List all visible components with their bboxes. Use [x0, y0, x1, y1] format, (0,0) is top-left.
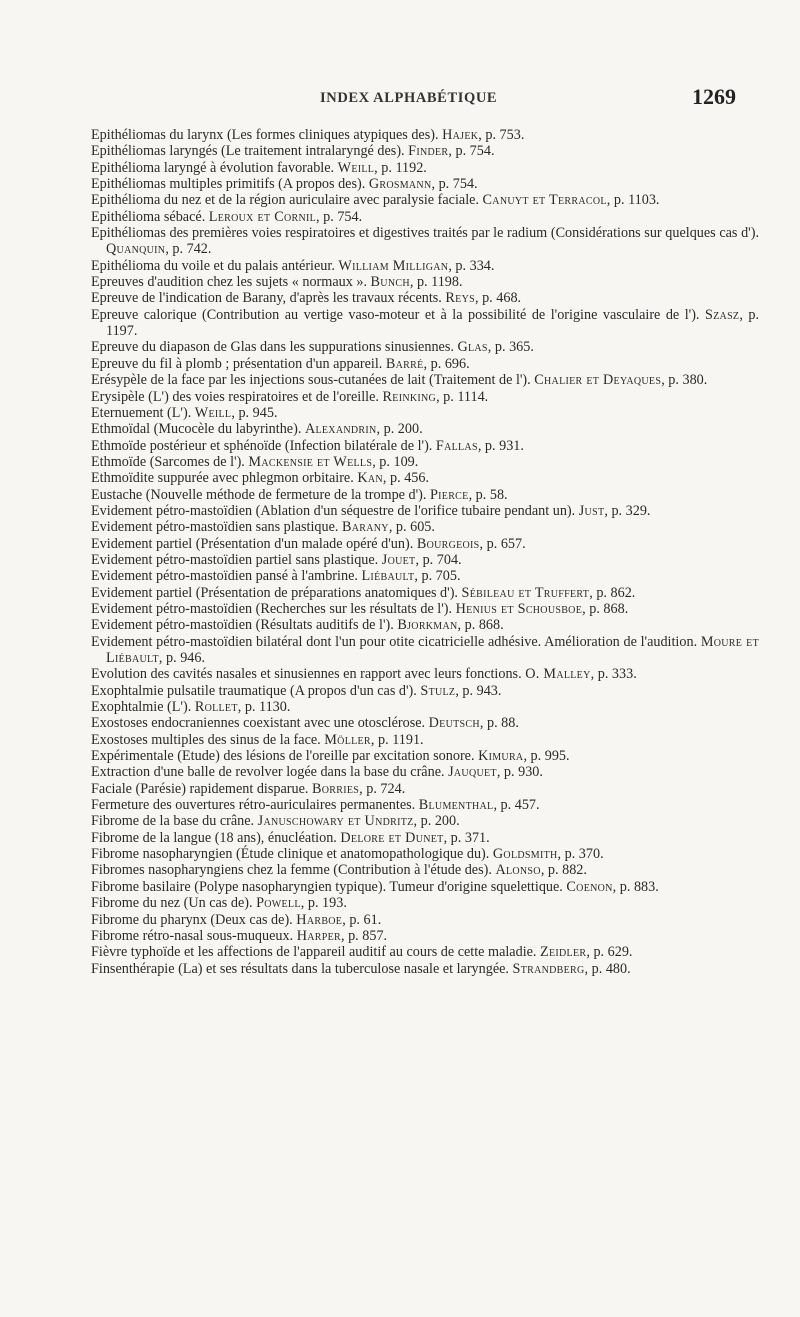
index-entry — [91, 160, 759, 176]
entry-subject: Fibrome basilaire (Polype nasopharyngien typique). Tumeur d'origine squelettique. — [91, 878, 563, 895]
entry-subject: Exophtalmie pulsatile traumatique (A propos d'un cas d'). — [91, 682, 417, 699]
entry-subject: Evidement pétro-mastoïdien (Résultats auditifs de l'). — [91, 617, 394, 634]
entry-author: Deutsch — [428, 715, 480, 732]
index-entry — [91, 830, 759, 846]
index-entry — [91, 944, 759, 960]
entry-subject: Ethmoïde (Sarcomes de l'). — [91, 453, 245, 470]
entry-subject: Epreuve du diapason de Glas dans les suppurations sinusiennes. — [91, 339, 454, 356]
entry-author: Henius et Schousboe — [455, 600, 583, 617]
entry-subject: Fibrome rétro-nasal sous-muqueux. — [91, 927, 294, 944]
page-number: 1269 — [692, 84, 736, 109]
entry-page-ref: , p. 868. — [582, 600, 629, 617]
entry-author: Barany — [341, 519, 389, 536]
entry-page-ref: , p. 457. — [493, 797, 540, 814]
entry-page-ref: , p. 1103. — [606, 192, 660, 209]
entry-subject: Epithéliomas multiples primitifs (A propos des). — [91, 176, 366, 193]
entry-subject: Extraction d'une balle de revolver logée dans la base du crâne. — [91, 764, 445, 781]
entry-page-ref: , p. 334. — [448, 257, 495, 274]
entry-subject: Epreuve de l'indication de Barany, d'après les travaux récents. — [91, 290, 442, 307]
entry-author: Pierce — [429, 486, 469, 503]
index-entry — [91, 339, 759, 355]
index-entry — [91, 846, 759, 862]
entry-page-ref: , p. 868. — [457, 617, 504, 634]
entry-author: Bourgeois — [416, 535, 480, 552]
index-entry — [91, 307, 759, 340]
entry-page-ref: , p. 1198. — [409, 274, 463, 291]
entry-subject: Fièvre typhoïde et les affections de l'appareil auditif au cours de cette maladie. — [91, 944, 537, 961]
entry-author: Barré — [385, 355, 424, 372]
entry-page-ref: , p. 468. — [474, 290, 522, 307]
entry-subject: Expérimentale (Etude) des lésions de l'oreille par excitation sonore. — [91, 748, 475, 765]
entry-page-ref: , p. 696. — [423, 355, 470, 372]
entry-page-ref: , p. 931. — [477, 437, 524, 454]
entry-author: Just — [578, 502, 605, 519]
entry-subject: Erysipèle (L') des voies respiratoires et de l'oreille. — [91, 388, 379, 405]
entry-page-ref: , p. 380. — [661, 372, 708, 389]
entry-author: Stulz — [420, 682, 456, 699]
entry-subject: Fibrome de la base du crâne. — [91, 813, 255, 830]
index-entry — [91, 895, 759, 911]
index-entry — [91, 176, 759, 192]
entry-author: Moure et Liébault — [106, 633, 760, 666]
index-entry — [91, 764, 759, 780]
index-entry — [91, 715, 759, 731]
entry-author: Weill — [194, 404, 232, 421]
entry-subject: Evidement pétro-mastoïdien sans plastique. — [91, 519, 339, 536]
index-entry — [91, 732, 759, 748]
entry-subject: Eustache (Nouvelle méthode de fermeture de la trompe d'). — [91, 486, 427, 503]
entry-author: Quanquin — [106, 241, 166, 258]
index-entry — [91, 356, 759, 372]
entry-subject: Evolution des cavités nasales et sinusiennes en rapport avec leurs fonctions. — [91, 666, 522, 683]
entry-subject: Erésypèle de la face par les injections sous-cutanées de lait (Traitement de l'). — [91, 372, 531, 389]
entry-page-ref: , p. 456. — [382, 470, 430, 487]
entry-author: Alonso — [495, 862, 541, 879]
entry-page-ref: , p. 605. — [388, 519, 435, 536]
entry-author: Grosmann — [368, 176, 432, 193]
entry-author: William Milligan — [338, 257, 449, 274]
index-entry — [91, 192, 759, 208]
entry-page-ref: , p. 371. — [443, 829, 490, 846]
entry-page-ref: , p. 724. — [359, 780, 406, 797]
entry-subject: Evidement pétro-mastoïdien partiel sans plastique. — [91, 551, 379, 568]
entry-author: Powell — [256, 895, 301, 912]
index-entry — [91, 290, 759, 306]
entry-author: Harper — [296, 927, 341, 944]
index-entry — [91, 470, 759, 486]
entry-page-ref: , p. 1114. — [436, 388, 489, 405]
entry-author: O. Malley — [525, 666, 591, 683]
entry-page-ref: , p. 109. — [372, 453, 419, 470]
entry-author: Goldsmith — [492, 846, 558, 863]
index-entry — [91, 421, 759, 437]
entry-subject: Exostoses multiples des sinus de la face. — [91, 731, 321, 748]
index-entry — [91, 666, 759, 682]
entry-author: Chalier et Deyaques — [534, 372, 662, 389]
entry-subject: Epithélioma du voile et du palais antérieur. — [91, 257, 335, 274]
entry-author: Alexandrin — [304, 421, 377, 438]
entry-page-ref: , p. 88. — [479, 715, 519, 732]
entry-page-ref: , p. 1197. — [106, 306, 760, 340]
entry-page-ref: , p. 629. — [586, 944, 633, 961]
entry-page-ref: , p. 753. — [478, 127, 525, 143]
entry-author: Fallas — [435, 437, 478, 454]
index-entry — [91, 797, 759, 813]
index-entry — [91, 601, 759, 617]
entry-page-ref: , p. 930. — [496, 764, 543, 781]
index-entry — [91, 961, 759, 977]
entry-author: Glas — [457, 339, 488, 356]
running-title: INDEX ALPHABÉTIQUE — [320, 90, 498, 106]
entry-author: Coenon — [566, 878, 613, 895]
entry-page-ref: , p. 857. — [340, 927, 388, 944]
entry-author: Reinking — [382, 388, 437, 405]
entry-author: Hajek — [442, 127, 479, 143]
entry-page-ref: , p. 365. — [487, 339, 534, 356]
index-entry — [91, 552, 759, 568]
entry-author: Jouet — [381, 551, 416, 568]
index-entry — [91, 503, 759, 519]
entry-author: Leroux et Cornil — [208, 208, 317, 225]
index-entry — [91, 454, 759, 470]
entry-page-ref: , p. 1130. — [237, 699, 291, 716]
entry-page-ref: , p. 704. — [415, 551, 462, 568]
entry-subject: Evidement partiel (Présentation d'un malade opéré d'un). — [91, 535, 414, 552]
index-entry — [91, 683, 759, 699]
index-entry — [91, 634, 759, 667]
entry-page-ref: , p. 946. — [158, 650, 206, 666]
entry-author: Kan — [357, 470, 383, 487]
entry-subject: Ethmoïdal (Mucocèle du labyrinthe). — [91, 421, 302, 438]
entry-page-ref: , p. 370. — [557, 846, 604, 863]
entry-author: Bjorkman — [397, 617, 458, 634]
entry-author: Bunch — [370, 274, 410, 291]
entry-author: Reys — [445, 290, 475, 307]
entry-subject: Fermeture des ouvertures rétro-auriculaires permanentes. — [91, 797, 416, 814]
entry-subject: Epreuve calorique (Contribution au vertige vaso-moteur et à la possibilité de l'origine vasculaire de l'). — [91, 306, 700, 323]
index-entry — [91, 127, 759, 143]
entry-page-ref: , p. 943. — [455, 682, 502, 699]
entry-author: Mackensie et Wells — [248, 453, 373, 470]
index-entry — [91, 438, 759, 454]
entry-author: Weill — [337, 159, 375, 176]
entry-page-ref: , p. 995. — [523, 748, 570, 765]
entry-subject: Epreuves d'audition chez les sujets « normaux ». — [91, 274, 367, 291]
entry-page-ref: , p. 754. — [431, 176, 478, 193]
index-entry — [91, 748, 759, 764]
entry-page-ref: , p. 480. — [584, 960, 631, 977]
index-entry — [91, 389, 759, 405]
entry-author: Delore et Dunet — [340, 829, 444, 846]
index-entry — [91, 143, 759, 159]
index-entry — [91, 225, 759, 258]
index-entry — [91, 912, 759, 928]
index-entry — [91, 568, 759, 584]
index-entry — [91, 405, 759, 421]
entry-page-ref: , p. 705. — [414, 568, 461, 585]
entry-page-ref: , p. 882. — [540, 862, 587, 879]
index-entry — [91, 928, 759, 944]
entry-page-ref: , p. 58. — [468, 486, 508, 503]
index-entry — [91, 519, 759, 535]
entry-page-ref: , p. 754. — [316, 208, 363, 225]
entry-subject: Evidement pétro-mastoïdien (Ablation d'un séquestre de l'orifice tubaire pendant un). — [91, 502, 576, 519]
entry-subject: Epreuve du fil à plomb ; présentation d'un appareil. — [91, 355, 383, 372]
entry-subject: Epithéliomas des premières voies respiratoires et digestives traités par le radium (Considérations sur quelques cas d'). — [91, 225, 759, 242]
index-entry — [91, 536, 759, 552]
entry-page-ref: , p. 945. — [231, 404, 278, 421]
entry-author: Szasz — [704, 306, 740, 323]
entry-subject: Ethmoïdite suppurée avec phlegmon orbitaire. — [91, 470, 354, 487]
index-entry — [91, 585, 759, 601]
entry-page-ref: , p. 200. — [376, 421, 423, 438]
entry-page-ref: , p. 200. — [413, 813, 460, 830]
entry-subject: Fibrome nasopharyngien (Étude clinique et anatomopathologique du). — [91, 846, 490, 863]
index-entry — [91, 813, 759, 829]
entry-subject: Epithélioma du nez et de la région auriculaire avec paralysie faciale. — [91, 192, 479, 209]
entry-subject: Evidement pétro-mastoïdien bilatéral dont l'un pour otite cicatricielle adhésive. Amélioration de l'audition. — [91, 633, 698, 650]
entry-subject: Epithéliomas laryngés (Le traitement intralaryngé des). — [91, 143, 405, 160]
entry-author: Sébileau et Truffert — [461, 584, 590, 601]
entry-page-ref: , p. 1191. — [370, 731, 424, 748]
entry-subject: Fibrome de la langue (18 ans), énucléation. — [91, 829, 337, 846]
index-entry — [91, 879, 759, 895]
entry-page-ref: , p. 1192. — [374, 159, 427, 176]
entry-subject: Ethmoïde postérieur et sphénoïde (Infection bilatérale de l'). — [91, 437, 433, 454]
entry-subject: Evidement pétro-mastoïdien (Recherches sur les résultats de l'). — [91, 600, 453, 617]
page-header — [0, 86, 800, 110]
entry-subject: Epithélioma sébacé. — [91, 208, 206, 225]
entry-subject: Fibrome du pharynx (Deux cas de). — [91, 911, 293, 928]
index-entry — [91, 862, 759, 878]
entry-author: Harboe — [296, 911, 343, 928]
entry-subject: Epithélioma laryngé à évolution favorable. — [91, 159, 335, 176]
entry-page-ref: , p. 333. — [590, 666, 637, 683]
entry-author: Liébault — [361, 568, 415, 585]
entry-page-ref: , p. 742. — [165, 241, 212, 258]
entry-page-ref: , p. 883. — [612, 878, 659, 895]
entry-author: Möller — [324, 731, 371, 748]
entry-author: Jauquet — [448, 764, 497, 781]
entry-subject: Finsenthérapie (La) et ses résultats dans la tuberculose nasale et laryngée. — [91, 960, 509, 977]
entry-page-ref: , p. 61. — [342, 911, 382, 928]
index-entry — [91, 699, 759, 715]
entry-page-ref: , p. 657. — [479, 535, 526, 552]
index-entry — [91, 781, 759, 797]
index-entry-list — [91, 127, 759, 977]
entry-subject: Evidement partiel (Présentation de préparations anatomiques d'). — [91, 584, 458, 601]
entry-author: Strandberg — [512, 960, 585, 977]
entry-subject: Evidement pétro-mastoïdien pansé à l'ambrine. — [91, 568, 358, 585]
index-entry — [91, 274, 759, 290]
entry-author: Zeidler — [540, 944, 587, 961]
entry-author: Canuyt et Terracol — [482, 192, 607, 209]
entry-subject: Eternuement (L'). — [91, 404, 192, 421]
entry-subject: Exostoses endocraniennes coexistant avec une otosclérose. — [91, 715, 426, 732]
entry-page-ref: , p. 329. — [604, 502, 651, 519]
entry-author: Blumenthal — [418, 797, 494, 814]
entry-page-ref: , p. 193. — [300, 895, 347, 912]
entry-author: Borries — [312, 780, 360, 797]
entry-subject: Fibromes nasopharyngiens chez la femme (Contribution à l'étude des). — [91, 862, 492, 879]
index-entry — [91, 209, 759, 225]
index-entry — [91, 617, 759, 633]
index-entry — [91, 372, 759, 388]
entry-page-ref: , p. 862. — [589, 584, 636, 601]
entry-subject: Epithéliomas du larynx (Les formes cliniques atypiques des). — [91, 127, 439, 143]
entry-author: Rollet — [194, 699, 238, 716]
entry-author: Finder — [408, 143, 449, 160]
entry-author: Januschowary et Undritz — [257, 813, 414, 830]
index-entry — [91, 258, 759, 274]
index-entry — [91, 487, 759, 503]
entry-subject: Fibrome du nez (Un cas de). — [91, 895, 253, 912]
entry-subject: Exophtalmie (L'). — [91, 699, 192, 716]
entry-subject: Faciale (Parésie) rapidement disparue. — [91, 780, 309, 797]
entry-author: Kimura — [478, 748, 524, 765]
entry-page-ref: , p. 754. — [448, 143, 495, 160]
